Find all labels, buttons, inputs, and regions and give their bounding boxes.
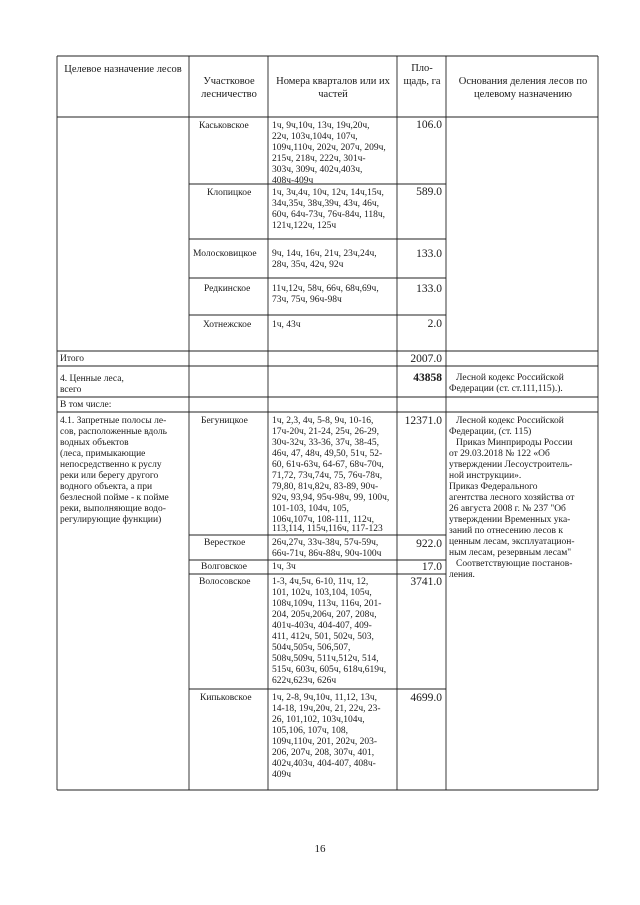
- valuable-forests-basis: Лесной кодекс Российской: [456, 373, 564, 383]
- header-col-basis: Основания деления лесов по целевому назначению: [458, 76, 588, 100]
- quarters-line: 622ч,623ч, 626ч: [272, 676, 337, 686]
- quarters-line: 1ч, 3ч,4ч, 10ч, 12ч, 14ч,15ч,: [272, 188, 384, 198]
- forestry-volosovskoe: Волосовское: [199, 577, 251, 587]
- label-line: безлесной пойме - к пойме: [60, 493, 169, 503]
- quarters-line: 108ч,109ч, 113ч, 116ч, 201-: [272, 599, 382, 609]
- quarters-line: 46ч, 47, 48ч, 49,50, 51ч, 52-: [272, 449, 383, 459]
- quarters-line: 1ч, 9ч,10ч, 13ч, 19ч,20ч,: [272, 121, 370, 131]
- quarters-line: 204, 205ч,206ч, 207, 208ч,: [272, 610, 377, 620]
- quarters-line: 11ч,12ч, 58ч, 66ч, 68ч,69ч,: [272, 284, 379, 294]
- basis-line: Лесной кодекс Российской: [456, 416, 564, 426]
- quarters-line: 26ч,27ч, 33ч-38ч, 57ч-59ч,: [272, 538, 379, 548]
- label-line: (леса, примыкающие: [60, 449, 146, 459]
- basis-line: утверждении Лесоустроитель-: [449, 460, 573, 470]
- quarters-line: 92ч, 93,94, 95ч-98ч, 99, 100ч,: [272, 493, 390, 503]
- area-moloskovitskoe: 133.0: [416, 248, 442, 260]
- total-area: 2007.0: [410, 353, 442, 365]
- label-line: регулирующие функции): [60, 515, 162, 525]
- valuable-forests-area: 43858: [413, 372, 442, 384]
- basis-line: Приказ Федерального: [449, 482, 538, 492]
- quarters-line: 106ч,107ч, 108-111, 112ч,: [272, 515, 374, 525]
- quarters-line: 14-18, 19ч,20ч, 21, 22ч, 23-: [272, 704, 381, 714]
- quarters-line: 109ч,110ч, 201, 202ч, 203-: [272, 737, 378, 747]
- area-kipkovskoe: 4699.0: [410, 692, 442, 704]
- forestry-begunitskoe: Бегуницкое: [201, 416, 248, 426]
- quarters-line: 508ч,509ч, 511ч,512ч, 514,: [272, 654, 379, 664]
- quarters-line: 73ч, 75ч, 96ч-98ч: [272, 295, 342, 305]
- label-line: реки, выполняющие водо-: [60, 504, 166, 514]
- header-col-purpose: Целевое назначение лесов: [64, 64, 182, 75]
- label-line: непосредственно к руслу: [60, 460, 162, 470]
- quarters-line: 28ч, 35ч, 42ч, 92ч: [272, 260, 344, 270]
- basis-line: агентства лесного хозяйства от: [449, 493, 575, 503]
- label-line: сов, расположенные вдоль: [60, 427, 167, 437]
- quarters-line: 22ч, 103ч,104ч, 107ч,: [272, 132, 358, 142]
- label-line: 4.1. Запретные полосы ле-: [60, 416, 167, 426]
- basis-line: заний по отнесению лесов к: [449, 526, 563, 536]
- quarters-line: 515ч, 603ч, 605ч, 618ч,619ч,: [272, 665, 387, 675]
- quarters-line: 1ч, 2-8, 9ч,10ч, 11,12, 13ч,: [272, 693, 378, 703]
- quarters-volgovskoe: 1ч, 3ч: [272, 562, 296, 572]
- valuable-forests-label: всего: [60, 385, 82, 395]
- quarters-line: 411, 412ч, 501, 502ч, 503,: [272, 632, 374, 642]
- quarters-line: 30ч-32ч, 33-36, 37ч, 38-45,: [272, 438, 379, 448]
- quarters-line: 60ч, 64ч-73ч, 76ч-84ч, 118ч,: [272, 210, 386, 220]
- quarters-line: 101-103, 104ч, 105,: [272, 504, 349, 514]
- quarters-khotnezhskoe: 1ч, 43ч: [272, 320, 301, 330]
- forestry-khotnezhskoe: Хотнежское: [203, 320, 252, 330]
- quarters-line: 206, 207ч, 208, 307ч, 401,: [272, 748, 375, 758]
- valuable-forests-label: 4. Ценные леса,: [60, 374, 124, 384]
- basis-line: Федерации, (ст. 115): [449, 427, 532, 437]
- forestry-moloskovitskoe: Молосковицкое: [193, 249, 257, 259]
- quarters-line: 408ч-409ч: [272, 176, 314, 186]
- header-col-area: Пло- щадь, га: [403, 63, 441, 87]
- quarters-line: 402ч,403ч, 404-407, 408ч-: [272, 759, 376, 769]
- quarters-line: 504ч,505ч, 506,507,: [272, 643, 351, 653]
- total-label: Итого: [60, 354, 85, 364]
- label-line: водного объекта, а при: [60, 482, 153, 492]
- basis-line: ценным лесам, эксплуатацион-: [449, 537, 575, 547]
- quarters-line: 17ч-20ч, 21-24, 25ч, 26-29,: [272, 427, 379, 437]
- quarters-line: 109ч,110ч, 202ч, 207ч, 209ч,: [272, 143, 386, 153]
- quarters-line: 1-3, 4ч,5ч, 6-10, 11ч, 12,: [272, 577, 369, 587]
- quarters-line: 401ч-403ч, 404-407, 409-: [272, 621, 372, 631]
- quarters-line: 26, 101,102, 103ч,104ч,: [272, 715, 365, 725]
- basis-line: ления.: [449, 570, 475, 580]
- quarters-line: 34ч,35ч, 38ч,39ч, 43ч, 46ч,: [272, 199, 380, 209]
- quarters-line: 71,72, 73ч,74ч, 75, 76ч-78ч,: [272, 471, 383, 481]
- quarters-line: 79,80, 81ч,82ч, 83-89, 90ч-: [272, 482, 379, 492]
- quarters-line: 1ч, 2,3, 4ч, 5-8, 9ч, 10-16,: [272, 416, 374, 426]
- area-kaskovskoe: 106.0: [416, 119, 442, 131]
- forestry-kaskovskoe: Каськовское: [199, 121, 249, 131]
- forestry-redkinskoe: Редкинское: [204, 284, 251, 294]
- label-line: реки или берегу другого: [60, 471, 159, 481]
- area-klopitskoe: 589.0: [416, 186, 442, 198]
- area-redkinskoe: 133.0: [416, 283, 442, 295]
- quarters-line: 409ч: [272, 770, 292, 780]
- quarters-line: 9ч, 14ч, 16ч, 21ч, 23ч,24ч,: [272, 249, 377, 259]
- forestry-veretskoe: Вересткое: [204, 538, 246, 548]
- forestry-volgovskoe: Волговское: [201, 562, 247, 572]
- header-col-forestry: Участковое лесничество: [201, 76, 257, 100]
- forestry-kipkovskoe: Кипьковское: [200, 693, 252, 703]
- area-khotnezhskoe: 2.0: [427, 318, 442, 330]
- basis-line: Приказ Минприроды России: [456, 438, 573, 448]
- area-veretskoe: 922.0: [416, 538, 442, 550]
- basis-line: ной инструкции».: [449, 471, 522, 481]
- including-label: В том числе:: [60, 400, 112, 410]
- basis-line: Соответствующие постанов-: [456, 559, 573, 569]
- quarters-line: 113,114, 115ч,116ч, 117-123: [272, 524, 383, 534]
- basis-line: ным лесам, резервным лесам": [449, 548, 572, 558]
- valuable-forests-basis: Федерации (ст. ст.111,115).).: [449, 384, 563, 394]
- quarters-line: 66ч-71ч, 86ч-88ч, 90ч-100ч: [272, 549, 382, 559]
- label-line: водных объектов: [60, 438, 129, 448]
- quarters-line: 215ч, 218ч, 222ч, 301ч-: [272, 154, 366, 164]
- basis-line: 26 августа 2008 г. № 237 "Об: [449, 504, 566, 514]
- quarters-line: 105,106, 107ч, 108,: [272, 726, 349, 736]
- quarters-line: 121ч,122ч, 125ч: [272, 221, 337, 231]
- quarters-line: 101, 102ч, 103,104, 105ч,: [272, 588, 372, 598]
- quarters-line: 303ч, 309ч, 402ч,403ч,: [272, 165, 363, 175]
- area-volgovskoe: 17.0: [421, 561, 442, 573]
- forestry-klopitskoe: Клопицкое: [207, 188, 252, 198]
- basis-line: утверждении Временных ука-: [449, 515, 571, 525]
- page-number: 16: [314, 843, 326, 855]
- area-begunitskoe: 12371.0: [404, 415, 442, 427]
- header-col-quarters: Номера кварталов или их частей: [276, 76, 390, 100]
- basis-line: от 29.03.2018 № 122 «Об: [449, 449, 550, 459]
- area-volosovskoe: 3741.0: [410, 576, 442, 588]
- quarters-line: 60, 61ч-63ч, 64-67, 68ч-70ч,: [272, 460, 384, 470]
